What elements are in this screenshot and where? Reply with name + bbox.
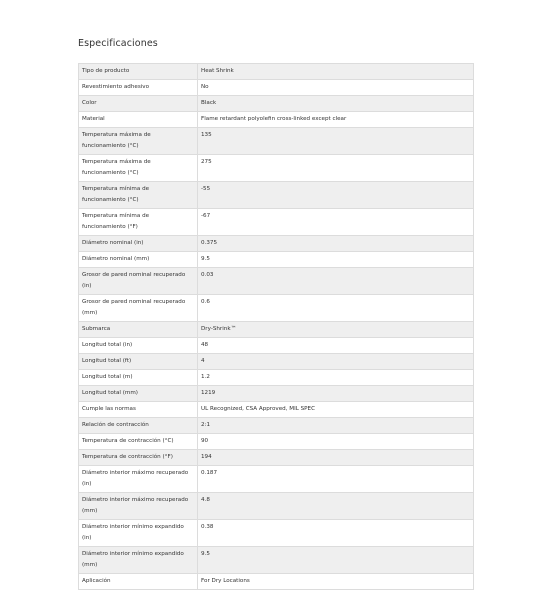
spec-value: 4.8 <box>198 493 474 520</box>
spec-row <box>79 354 474 370</box>
spec-row <box>79 322 474 338</box>
spec-label: Revestimiento adhesivo <box>79 80 198 96</box>
spec-label: Temperatura máxima de funcionamiento (°C) <box>79 155 198 182</box>
spec-label: Aplicación <box>79 574 198 590</box>
spec-row <box>79 128 474 155</box>
spec-label: Grosor de pared nominal recuperado (in) <box>79 268 198 295</box>
spec-row <box>79 295 474 322</box>
spec-value: Heat Shrink <box>198 64 474 80</box>
spec-table-body <box>79 64 474 590</box>
spec-row <box>79 64 474 80</box>
spec-value: 0.03 <box>198 268 474 295</box>
spec-value: 4 <box>198 354 474 370</box>
spec-row <box>79 466 474 493</box>
spec-label: Submarca <box>79 322 198 338</box>
spec-row <box>79 493 474 520</box>
spec-value: 9.5 <box>198 252 474 268</box>
spec-table <box>78 63 474 590</box>
spec-row <box>79 268 474 295</box>
spec-row <box>79 209 474 236</box>
spec-row <box>79 450 474 466</box>
spec-row <box>79 252 474 268</box>
spec-row <box>79 338 474 354</box>
spec-label: Temperatura máxima de funcionamiento (°C) <box>79 128 198 155</box>
spec-label: Temperatura de contracción (°C) <box>79 434 198 450</box>
spec-label: Color <box>79 96 198 112</box>
spec-label: Longitud total (in) <box>79 338 198 354</box>
spec-value: No <box>198 80 474 96</box>
spec-value: 0.6 <box>198 295 474 322</box>
spec-value: For Dry Locations <box>198 574 474 590</box>
spec-value: -55 <box>198 182 474 209</box>
spec-value: -67 <box>198 209 474 236</box>
spec-value: 1219 <box>198 386 474 402</box>
spec-value: 90 <box>198 434 474 450</box>
spec-label: Temperatura de contracción (°F) <box>79 450 198 466</box>
spec-row <box>79 434 474 450</box>
spec-value: 48 <box>198 338 474 354</box>
spec-value: Dry-Shrink™ <box>198 322 474 338</box>
spec-label: Cumple las normas <box>79 402 198 418</box>
spec-label: Tipo de producto <box>79 64 198 80</box>
spec-value: Black <box>198 96 474 112</box>
spec-row <box>79 574 474 590</box>
spec-value: UL Recognized, CSA Approved, MIL SPEC <box>198 402 474 418</box>
spec-value: 2:1 <box>198 418 474 434</box>
spec-row <box>79 547 474 574</box>
spec-value: 1.2 <box>198 370 474 386</box>
spec-label: Material <box>79 112 198 128</box>
spec-value: 9.5 <box>198 547 474 574</box>
spec-row <box>79 402 474 418</box>
spec-row <box>79 236 474 252</box>
spec-label: Diámetro nominal (in) <box>79 236 198 252</box>
spec-value: 275 <box>198 155 474 182</box>
spec-row <box>79 418 474 434</box>
spec-value: Flame retardant polyolefin cross-linked except clear <box>198 112 474 128</box>
spec-value: 0.187 <box>198 466 474 493</box>
spec-value: 0.375 <box>198 236 474 252</box>
spec-row <box>79 386 474 402</box>
spec-row <box>79 370 474 386</box>
spec-label: Temperatura mínima de funcionamiento (°F) <box>79 209 198 236</box>
spec-row <box>79 155 474 182</box>
spec-row <box>79 80 474 96</box>
spec-label: Diámetro interior mínimo expandido (in) <box>79 520 198 547</box>
spec-label: Temperatura mínima de funcionamiento (°C) <box>79 182 198 209</box>
spec-row <box>79 182 474 209</box>
spec-row <box>79 520 474 547</box>
spec-label: Relación de contracción <box>79 418 198 434</box>
spec-label: Longitud total (mm) <box>79 386 198 402</box>
spec-label: Diámetro interior máximo recuperado (mm) <box>79 493 198 520</box>
spec-label: Diámetro interior mínimo expandido (mm) <box>79 547 198 574</box>
spec-row <box>79 112 474 128</box>
spec-label: Grosor de pared nominal recuperado (mm) <box>79 295 198 322</box>
spec-row <box>79 96 474 112</box>
spec-label: Diámetro nominal (mm) <box>79 252 198 268</box>
spec-label: Diámetro interior máximo recuperado (in) <box>79 466 198 493</box>
spec-value: 0.38 <box>198 520 474 547</box>
spec-label: Longitud total (m) <box>79 370 198 386</box>
spec-label: Longitud total (ft) <box>79 354 198 370</box>
spec-value: 194 <box>198 450 474 466</box>
section-title: Especificaciones <box>78 38 158 49</box>
spec-value: 135 <box>198 128 474 155</box>
